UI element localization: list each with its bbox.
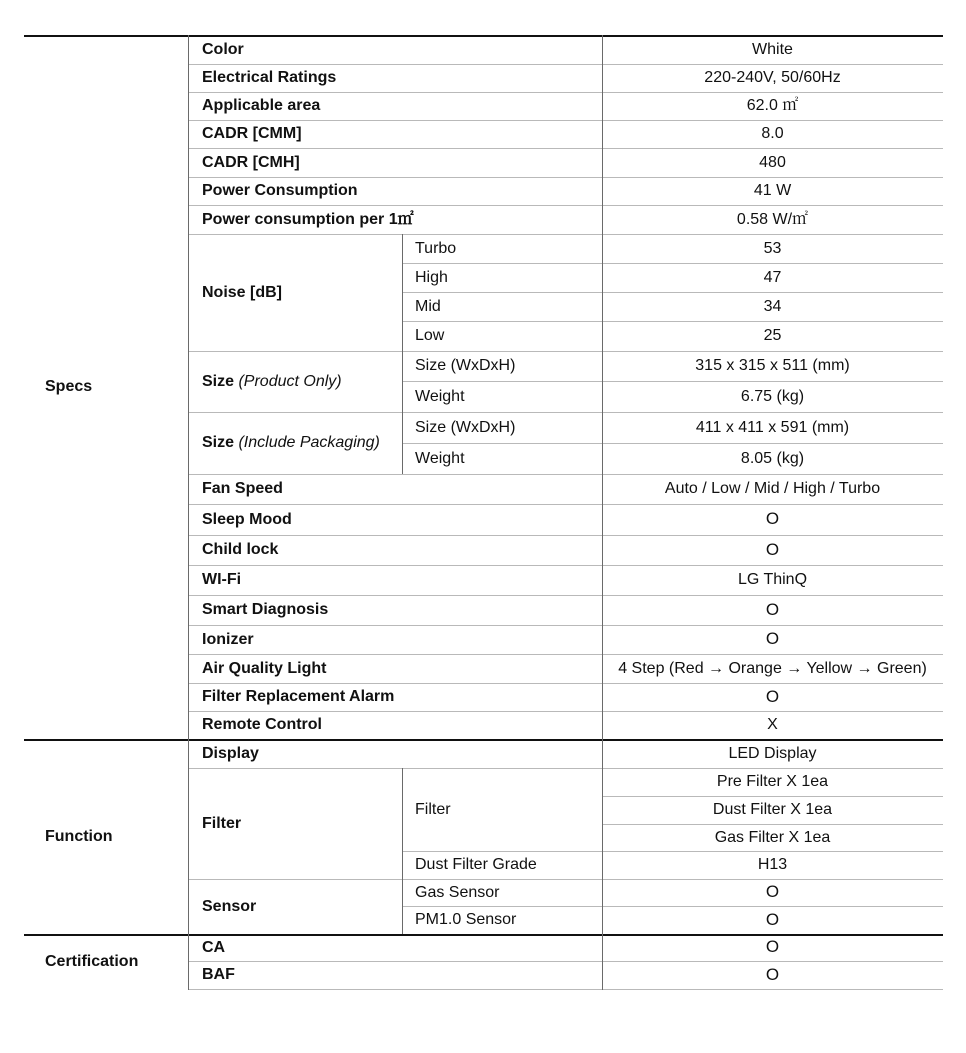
power-value: 41 W [753,182,792,200]
filter-alarm-value: O [765,686,780,706]
ca-value: O [765,937,780,957]
air-light-label: Air Quality Light [202,659,327,677]
diagnosis-label: Smart Diagnosis [202,601,329,619]
fan-speed-label: Fan Speed [202,480,283,498]
size-product-dim-name: Size (WxDxH) [415,357,516,375]
filter-item: Pre Filter X 1ea [716,773,829,791]
filter-item: Gas Filter X 1ea [714,828,831,846]
size-package-dim-value: 411 x 411 x 591 (mm) [695,418,850,436]
sleep-value: O [765,509,780,529]
noise-level-name: Low [415,327,445,345]
size-product-dim-value: 315 x 315 x 511 (mm) [695,357,850,375]
section-specs: Specs [45,378,93,396]
noise-level-value: 25 [763,327,782,345]
ionizer-value: O [765,629,780,649]
fan-speed-value: Auto / Low / Mid / High / Turbo [664,480,881,498]
filter-item: Dust Filter X 1ea [712,801,833,819]
size-product-label-text: Size [202,372,235,390]
pm-sensor-value: O [765,909,780,929]
child-lock-label: Child lock [202,541,279,559]
size-product-weight-name: Weight [415,387,465,405]
air-light-value: 4 Step (Red → Orange → Yellow → Green) [618,659,927,677]
noise-level-name: High [415,268,448,286]
remote-value: X [767,716,778,734]
diagnosis-value: O [765,599,780,619]
filter-grade-value: H13 [757,856,788,874]
size-package-weight-value: 8.05 (kg) [740,449,805,467]
wifi-value: LG ThinQ [737,571,808,589]
filter-sub-label: Filter [415,800,451,818]
noise-level-name: Turbo [415,239,457,257]
cadr-cmm-value: 8.0 [761,125,784,143]
wifi-label: WI-Fi [202,571,242,589]
electrical-label: Electrical Ratings [202,69,337,87]
baf-label: BAF [202,966,235,984]
cadr-cmm-label: CADR [CMM] [202,125,302,143]
pm-sensor-label: PM1.0 Sensor [415,911,517,929]
power-per-label: Power consumption per 1㎡ [202,210,414,228]
area-label: Applicable area [202,97,321,115]
sensor-label: Sensor [202,897,257,915]
section-certification: Certification [45,953,139,971]
filter-grade-label: Dust Filter Grade [415,856,537,874]
size-package-qualifier: (Include Packaging) [238,434,380,452]
cadr-cmh-value: 480 [759,153,786,171]
display-value: LED Display [728,744,817,762]
size-package-weight-name: Weight [415,449,465,467]
remote-label: Remote Control [202,716,322,734]
area-value: 62.0 ㎡ [746,97,799,115]
display-label: Display [202,744,259,762]
noise-level-value: 53 [763,239,782,257]
noise-label: Noise [dB] [202,283,282,301]
size-package-dim-name: Size (WxDxH) [415,418,516,436]
gas-sensor-label: Gas Sensor [415,883,500,901]
ca-label: CA [202,938,226,956]
color-value: White [752,40,793,58]
size-package-label [188,412,416,474]
size-package-label-text: Size [202,434,235,452]
spec-table [24,35,943,990]
sleep-label: Sleep Mood [202,510,292,528]
noise-level-value: 34 [763,297,782,315]
baf-value: O [765,964,780,984]
section-function: Function [45,827,113,845]
ionizer-label: Ionizer [202,630,254,648]
table-bottom-border [188,989,943,990]
color-label: Color [202,40,244,58]
size-product-qualifier: (Product Only) [238,372,342,390]
noise-level-name: Mid [415,297,441,315]
size-product-label [188,351,416,412]
power-label: Power Consumption [202,182,358,200]
child-lock-value: O [765,539,780,559]
filter-alarm-label: Filter Replacement Alarm [202,688,395,706]
noise-level-value: 47 [763,268,782,286]
filter-label: Filter [202,814,242,832]
cadr-cmh-label: CADR [CMH] [202,153,300,171]
size-product-weight-value: 6.75 (kg) [740,387,805,405]
power-per-value: 0.58 W/㎡ [736,210,809,228]
gas-sensor-value: O [765,882,780,902]
electrical-value: 220-240V, 50/60Hz [704,69,841,87]
